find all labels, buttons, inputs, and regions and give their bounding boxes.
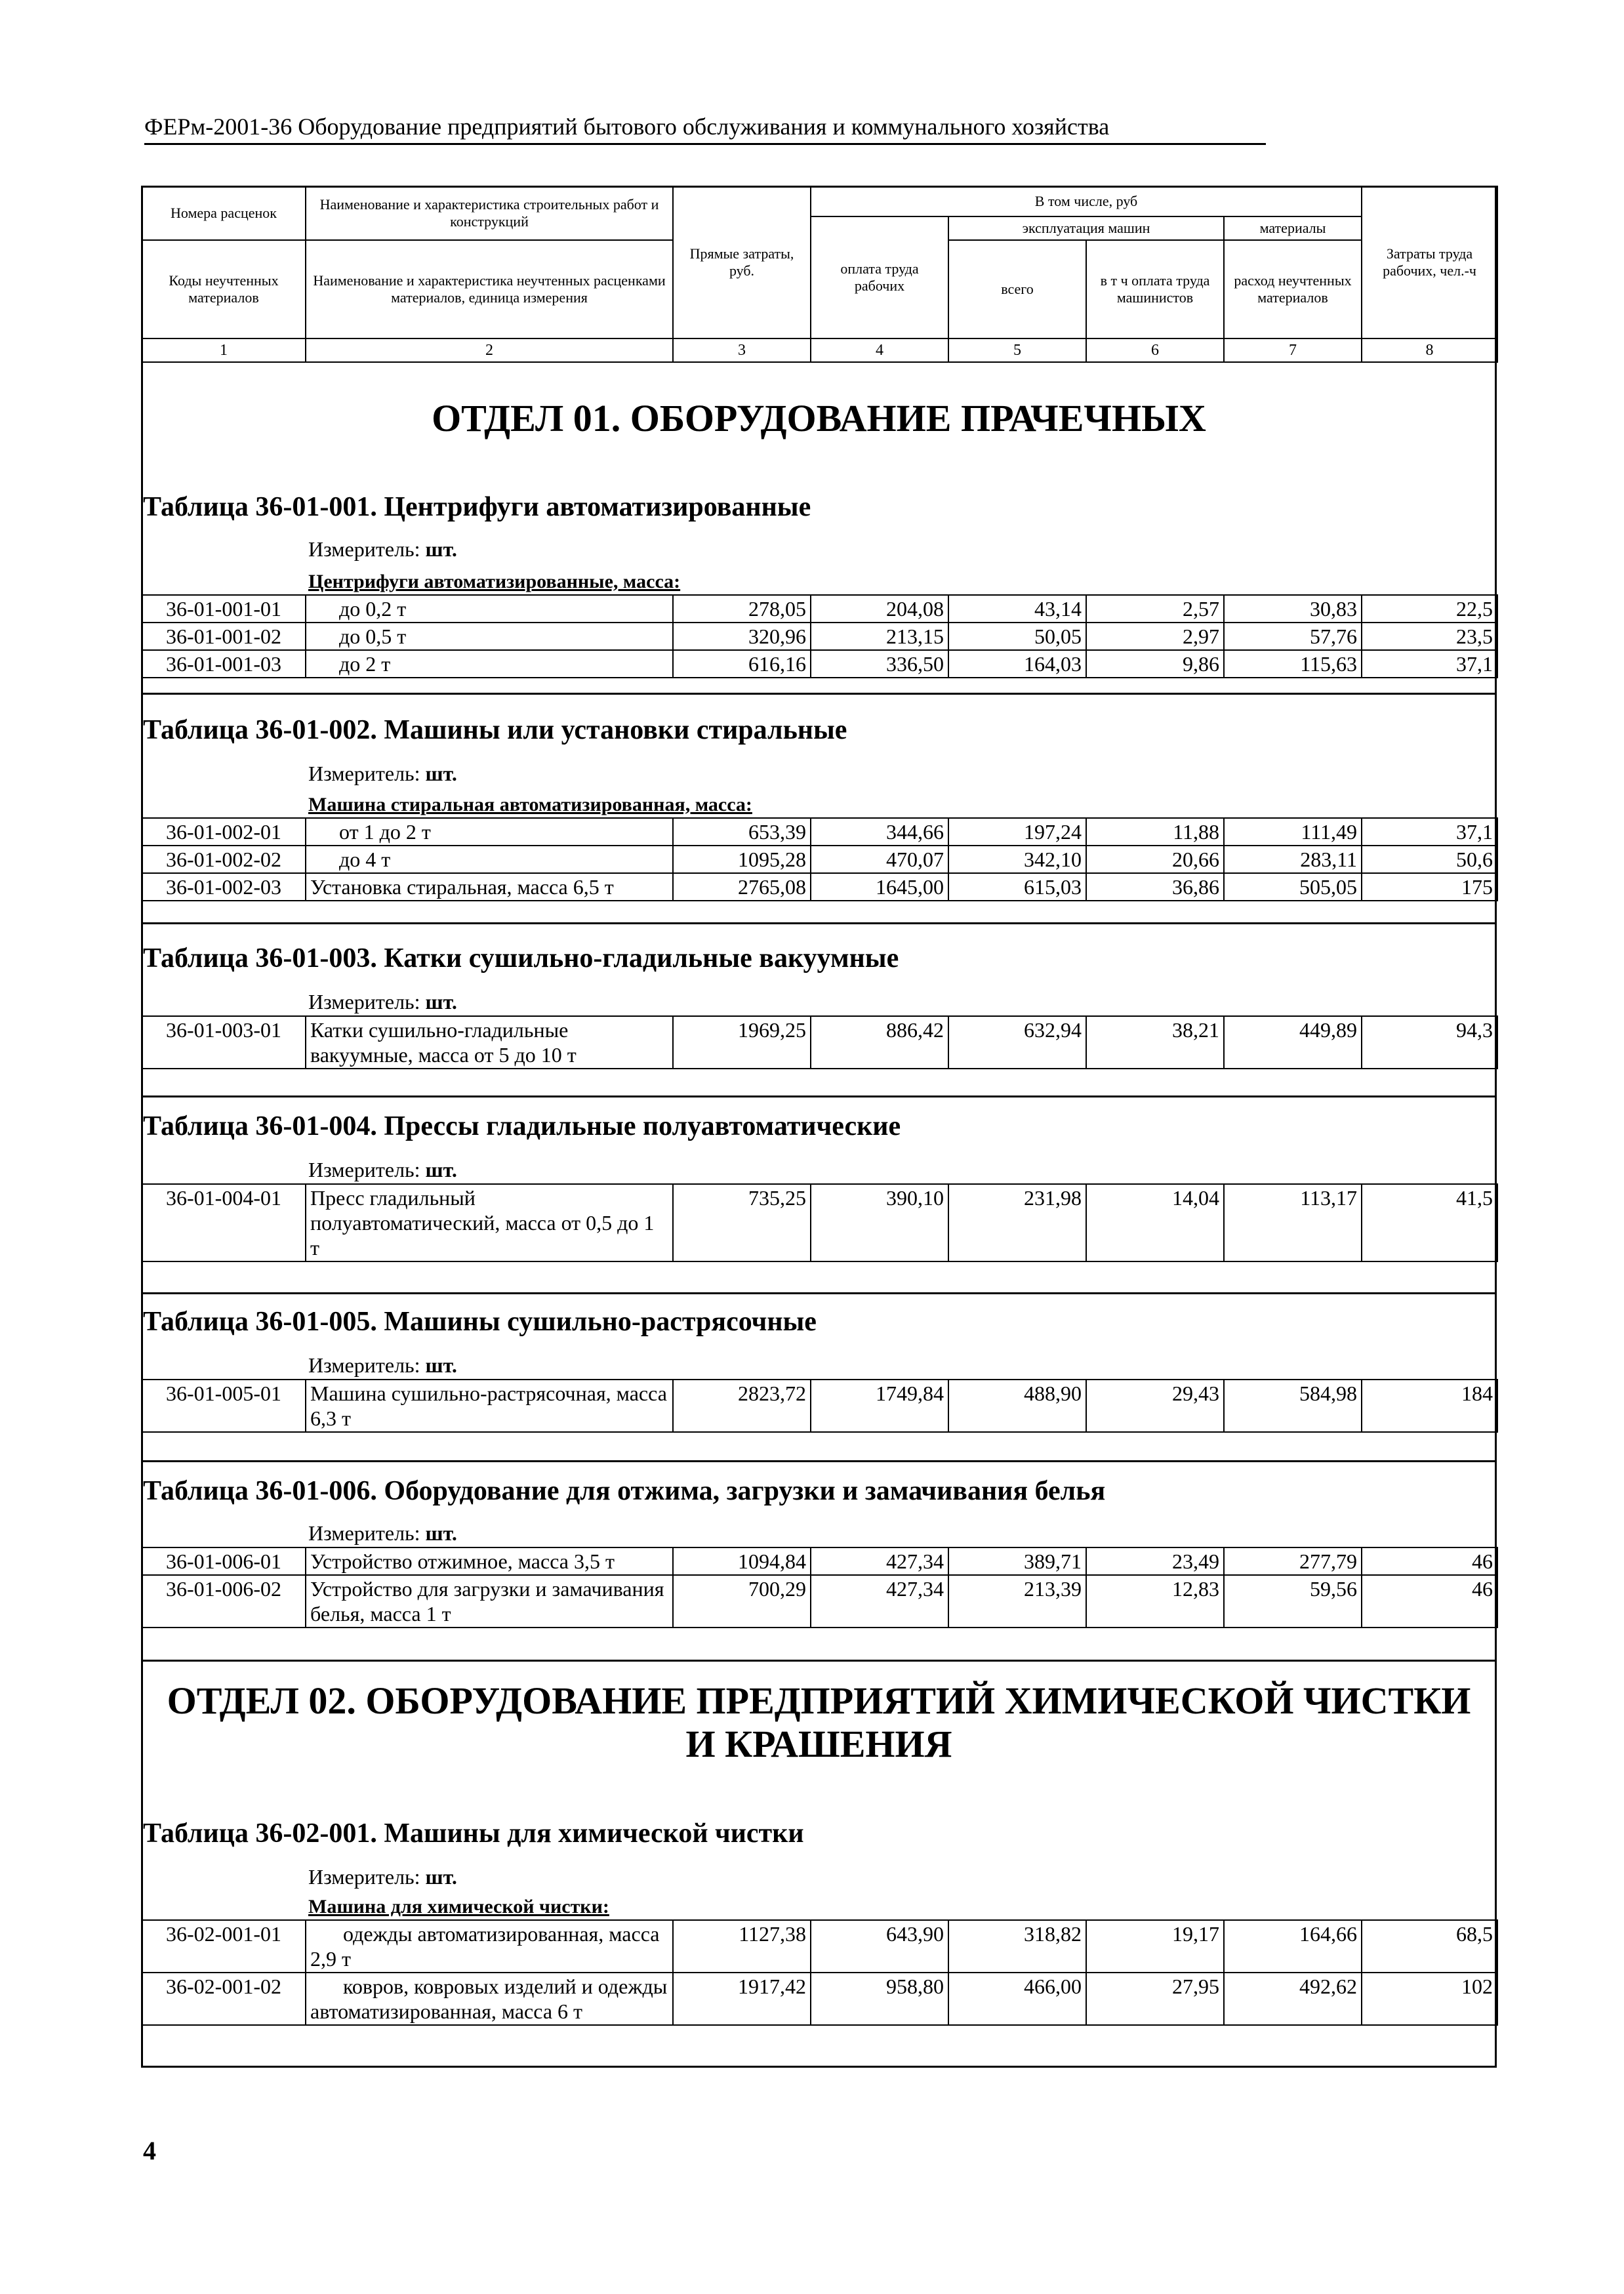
labor-hours: 94,3: [1362, 1016, 1497, 1069]
materials-cost: 59,56: [1224, 1575, 1362, 1628]
table-title: Таблица 36-02-001. Машины для химической чистки: [143, 1818, 804, 1849]
materials-cost: 492,62: [1224, 1973, 1362, 2025]
labor-pay: 427,34: [811, 1547, 948, 1575]
machines-total: 197,24: [948, 818, 1086, 846]
operators-pay: 2,97: [1086, 623, 1224, 650]
operators-pay: 14,04: [1086, 1184, 1224, 1261]
labor-pay: 470,07: [811, 846, 948, 873]
rate-code: 36-01-003-01: [142, 1016, 306, 1069]
measure-label: Измеритель:: [308, 537, 420, 561]
table-row: [142, 846, 1497, 873]
labor-hours: 46: [1362, 1575, 1497, 1628]
direct-cost: 735,25: [673, 1184, 811, 1261]
direct-cost: 1127,38: [673, 1920, 811, 1973]
rate-code: 36-01-001-02: [142, 623, 306, 650]
machines-total: 43,14: [948, 595, 1086, 623]
rate-name: Катки сушильно-гладильные вакуумные, масса от 5 до 10 т: [306, 1016, 673, 1069]
machines-total: 615,03: [948, 873, 1086, 901]
col6-header: в т ч оплата труда машинистов: [1086, 240, 1224, 338]
in-that-number-header: В том числе, руб: [811, 186, 1362, 216]
labor-pay: 643,90: [811, 1920, 948, 1973]
operators-pay: 36,86: [1086, 873, 1224, 901]
measure-line: [308, 761, 457, 786]
page-number: 4: [143, 2136, 156, 2165]
measure-line: [308, 1353, 457, 1378]
table-title: Таблица 36-01-001. Центрифуги автоматизированные: [143, 492, 811, 522]
subheading: Машина стиральная автоматизированная, масса:: [308, 794, 752, 815]
direct-cost: 1095,28: [673, 846, 811, 873]
measure-unit: шт.: [425, 1865, 457, 1889]
materials-cost: 449,89: [1224, 1016, 1362, 1069]
table-row: [142, 873, 1497, 901]
subheading: Центрифуги автоматизированные, масса:: [308, 571, 681, 592]
table-row: [142, 623, 1497, 650]
col1-top-header: Номера расценок: [142, 186, 306, 240]
operators-pay: 9,86: [1086, 650, 1224, 678]
labor-pay: 204,08: [811, 595, 948, 623]
table-title: Таблица 36-01-002. Машины или установки стиральные: [143, 715, 847, 745]
rates-table: [141, 1379, 1498, 1433]
labor-pay: 1749,84: [811, 1380, 948, 1432]
labor-hours: 175: [1362, 873, 1497, 901]
table-row: [142, 1380, 1497, 1432]
col-number: 2: [306, 338, 673, 362]
col-number: 5: [948, 338, 1086, 362]
direct-cost: 700,29: [673, 1575, 811, 1628]
rate-code: 36-01-001-03: [142, 650, 306, 678]
col8-header: Затраты труда рабочих, чел.-ч: [1362, 186, 1497, 338]
rates-table: [141, 817, 1498, 901]
rate-code: 36-01-006-02: [142, 1575, 306, 1628]
materials-cost: 584,98: [1224, 1380, 1362, 1432]
running-header: ФЕРм-2001-36 Оборудование предприятий бытового обслуживания и коммунального хозяйства: [144, 113, 1266, 145]
rates-table: [141, 1919, 1498, 2026]
machines-total: 318,82: [948, 1920, 1086, 1973]
table-row: [142, 1973, 1497, 2025]
labor-hours: 22,5: [1362, 595, 1497, 623]
direct-cost: 320,96: [673, 623, 811, 650]
col1-bottom-header: Коды неучтенных материалов: [142, 240, 306, 338]
rate-name: от 1 до 2 т: [306, 818, 673, 846]
materials-cost: 113,17: [1224, 1184, 1362, 1261]
rate-code: 36-01-001-01: [142, 595, 306, 623]
labor-hours: 37,1: [1362, 818, 1497, 846]
labor-hours: 23,5: [1362, 623, 1497, 650]
rate-code: 36-01-005-01: [142, 1380, 306, 1432]
machines-total: 632,94: [948, 1016, 1086, 1069]
labor-pay: 427,34: [811, 1575, 948, 1628]
section-title: ОТДЕЛ 02. ОБОРУДОВАНИЕ ПРЕДПРИЯТИЙ ХИМИЧЕСКОЙ ЧИСТКИ И КРАШЕНИЯ: [167, 1679, 1471, 1765]
section-title: ОТДЕЛ 01. ОБОРУДОВАНИЕ ПРАЧЕЧНЫХ: [432, 397, 1206, 440]
rate-name: до 2 т: [306, 650, 673, 678]
materials-cost: 505,05: [1224, 873, 1362, 901]
measure-unit: шт.: [425, 1353, 457, 1377]
direct-cost: 2823,72: [673, 1380, 811, 1432]
rates-table: [141, 1547, 1498, 1628]
operators-pay: 38,21: [1086, 1016, 1224, 1069]
direct-cost: 616,16: [673, 650, 811, 678]
measure-label: Измеритель:: [308, 990, 420, 1014]
table-row: [142, 650, 1497, 678]
rate-name: одежды автоматизированная, масса 2,9 т: [306, 1920, 673, 1973]
rate-code: 36-01-002-02: [142, 846, 306, 873]
measure-line: [308, 1521, 457, 1546]
materials-cost: 277,79: [1224, 1547, 1362, 1575]
measure-unit: шт.: [425, 762, 457, 785]
divider: [141, 1096, 1497, 1097]
rate-name: Пресс гладильный полуавтоматический, масса от 0,5 до 1 т: [306, 1184, 673, 1261]
measure-line: [308, 1157, 457, 1182]
operators-pay: 12,83: [1086, 1575, 1224, 1628]
operators-pay: 11,88: [1086, 818, 1224, 846]
labor-pay: 336,50: [811, 650, 948, 678]
divider: [141, 1660, 1497, 1662]
materials-cost: 57,76: [1224, 623, 1362, 650]
col-number: 3: [673, 338, 811, 362]
machines-total: 50,05: [948, 623, 1086, 650]
materials-cost: 283,11: [1224, 846, 1362, 873]
machines-total: 342,10: [948, 846, 1086, 873]
labor-pay: 390,10: [811, 1184, 948, 1261]
measure-unit: шт.: [425, 537, 457, 561]
divider: [141, 1292, 1497, 1294]
labor-hours: 41,5: [1362, 1184, 1497, 1261]
labor-pay: 1645,00: [811, 873, 948, 901]
measure-label: Измеритель:: [308, 1521, 420, 1545]
rates-table: [141, 1015, 1498, 1069]
direct-cost: 653,39: [673, 818, 811, 846]
rate-code: 36-01-004-01: [142, 1184, 306, 1261]
measure-unit: шт.: [425, 1521, 457, 1545]
labor-pay: 213,15: [811, 623, 948, 650]
materials-cost: 115,63: [1224, 650, 1362, 678]
labor-pay: 958,80: [811, 1973, 948, 2025]
materials-cost: 164,66: [1224, 1920, 1362, 1973]
operators-pay: 23,49: [1086, 1547, 1224, 1575]
divider: [141, 922, 1497, 924]
rate-code: 36-01-006-01: [142, 1547, 306, 1575]
operators-pay: 2,57: [1086, 595, 1224, 623]
labor-hours: 50,6: [1362, 846, 1497, 873]
col-number: 7: [1224, 338, 1362, 362]
labor-hours: 68,5: [1362, 1920, 1497, 1973]
materials-cost: 30,83: [1224, 595, 1362, 623]
rate-name: до 0,5 т: [306, 623, 673, 650]
divider: [141, 1460, 1497, 1462]
table-row: [142, 818, 1497, 846]
direct-cost: 2765,08: [673, 873, 811, 901]
rate-name: Устройство для загрузки и замачивания белья, масса 1 т: [306, 1575, 673, 1628]
machines-total: 389,71: [948, 1547, 1086, 1575]
labor-hours: 37,1: [1362, 650, 1497, 678]
subheading: Машина для химической чистки:: [308, 1896, 609, 1917]
operators-pay: 19,17: [1086, 1920, 1224, 1973]
table-title: Таблица 36-01-005. Машины сушильно-растрясочные: [143, 1307, 817, 1337]
machines-total: 466,00: [948, 1973, 1086, 2025]
rates-table: [141, 1183, 1498, 1262]
rate-name: Установка стиральная, масса 6,5 т: [306, 873, 673, 901]
rates-table: [141, 594, 1498, 678]
table-row: [142, 1920, 1497, 1973]
rate-name: до 0,2 т: [306, 595, 673, 623]
rate-code: 36-01-002-01: [142, 818, 306, 846]
rate-code: 36-02-001-01: [142, 1920, 306, 1973]
table-title: Таблица 36-01-006. Оборудование для отжима, загрузки и замачивания белья: [143, 1476, 1106, 1506]
measure-label: Измеритель:: [308, 762, 420, 785]
measure-unit: шт.: [425, 990, 457, 1014]
rate-name: до 4 т: [306, 846, 673, 873]
direct-cost: 1094,84: [673, 1547, 811, 1575]
machines-header: эксплуатация машин: [948, 216, 1224, 240]
measure-label: Измеритель:: [308, 1353, 420, 1377]
table-row: [142, 1016, 1497, 1069]
measure-label: Измеритель:: [308, 1865, 420, 1889]
labor-hours: 102: [1362, 1973, 1497, 2025]
table-row: [142, 1547, 1497, 1575]
col-number: 1: [142, 338, 306, 362]
table-title: Таблица 36-01-004. Прессы гладильные полуавтоматические: [143, 1111, 901, 1141]
col-number: 8: [1362, 338, 1497, 362]
rate-code: 36-02-001-02: [142, 1973, 306, 2025]
machines-total: 213,39: [948, 1575, 1086, 1628]
direct-cost: 1969,25: [673, 1016, 811, 1069]
measure-line: [308, 1864, 457, 1889]
direct-cost: 1917,42: [673, 1973, 811, 2025]
column-header-table: [141, 186, 1498, 363]
col7-header: расход неучтенных материалов: [1224, 240, 1362, 338]
rate-name: ковров, ковровых изделий и одежды автоматизированная, масса 6 т: [306, 1973, 673, 2025]
col4-header: оплата труда рабочих: [811, 216, 948, 338]
direct-cost: 278,05: [673, 595, 811, 623]
col2-top-header: Наименование и характеристика строительных работ и конструкций: [306, 186, 673, 240]
measure-line: [308, 989, 457, 1014]
labor-hours: 46: [1362, 1547, 1497, 1575]
table-row: [142, 1575, 1497, 1628]
rate-name: Устройство отжимное, масса 3,5 т: [306, 1547, 673, 1575]
col-number: 4: [811, 338, 948, 362]
operators-pay: 27,95: [1086, 1973, 1224, 2025]
rate-code: 36-01-002-03: [142, 873, 306, 901]
materials-header: материалы: [1224, 216, 1362, 240]
machines-total: 231,98: [948, 1184, 1086, 1261]
machines-total: 488,90: [948, 1380, 1086, 1432]
table-title: Таблица 36-01-003. Катки сушильно-гладильные вакуумные: [143, 943, 899, 973]
machines-total: 164,03: [948, 650, 1086, 678]
operators-pay: 20,66: [1086, 846, 1224, 873]
measure-unit: шт.: [425, 1158, 457, 1181]
labor-hours: 184: [1362, 1380, 1497, 1432]
table-row: [142, 1184, 1497, 1261]
col2-bottom-header: Наименование и характеристика неучтенных расценками материалов, единица измерения: [306, 240, 673, 338]
operators-pay: 29,43: [1086, 1380, 1224, 1432]
measure-line: [308, 537, 457, 562]
materials-cost: 111,49: [1224, 818, 1362, 846]
col3-header: Прямые затраты, руб.: [673, 186, 811, 338]
measure-label: Измеритель:: [308, 1158, 420, 1181]
rate-name: Машина сушильно-растрясочная, масса 6,3 т: [306, 1380, 673, 1432]
col5-header: всего: [948, 240, 1086, 338]
divider: [141, 693, 1497, 695]
col-number: 6: [1086, 338, 1224, 362]
labor-pay: 886,42: [811, 1016, 948, 1069]
labor-pay: 344,66: [811, 818, 948, 846]
table-row: [142, 595, 1497, 623]
